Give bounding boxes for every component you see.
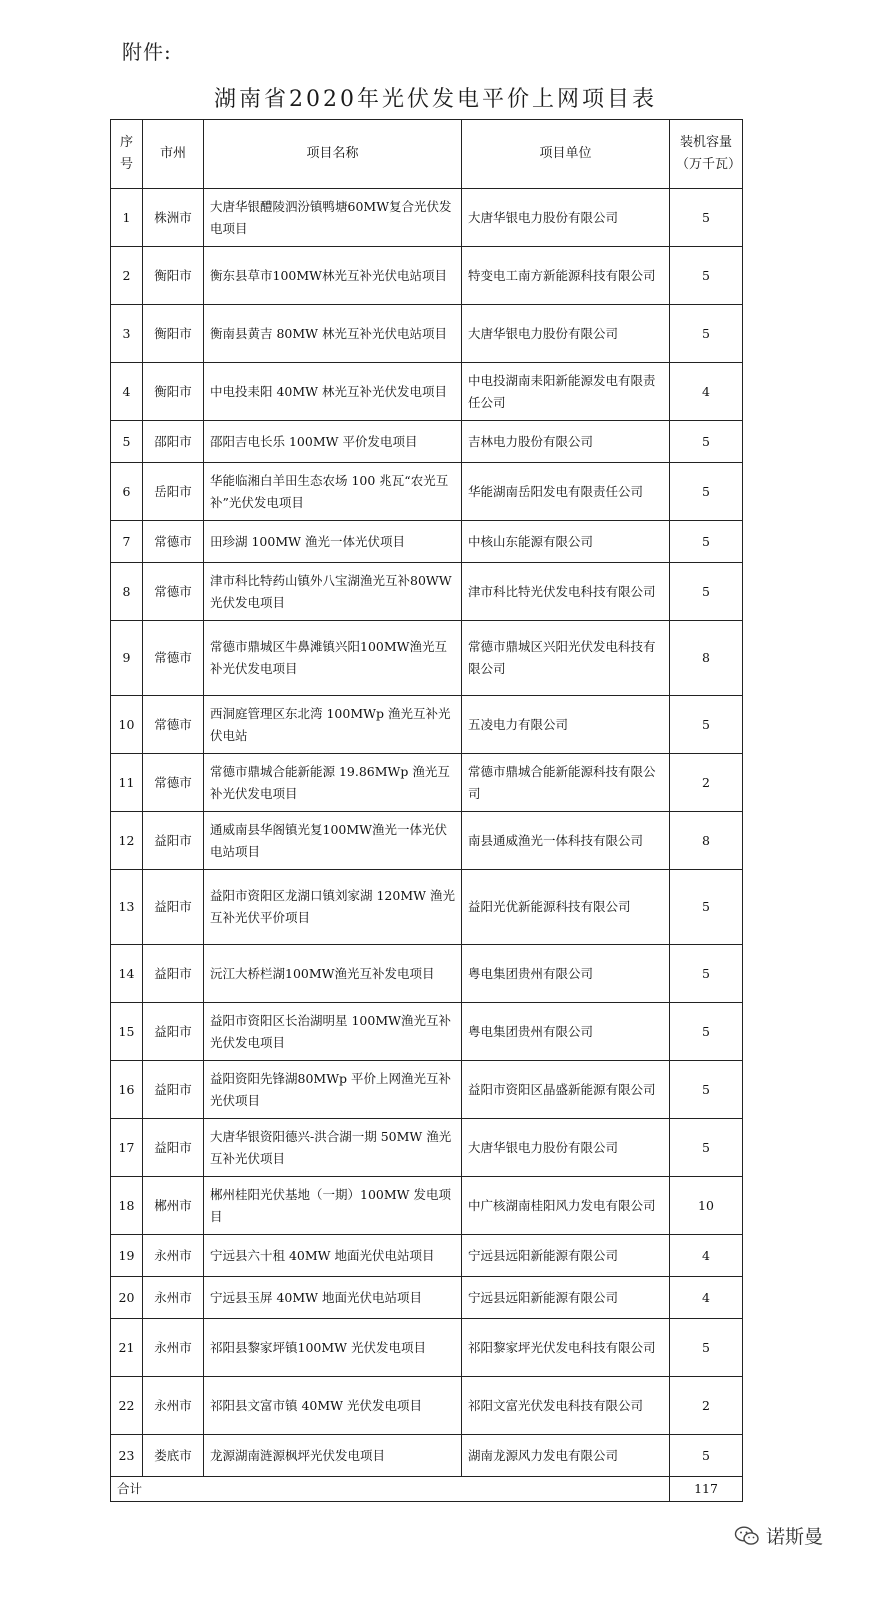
cell-no: 10 [111,696,143,754]
cell-no: 18 [111,1177,143,1235]
cell-capacity: 5 [670,305,743,363]
cell-project-name: 津市科比特药山镇外八宝湖渔光互补80WW 光伏发电项目 [204,563,462,621]
cell-project-name: 郴州桂阳光伏基地（一期）100MW 发电项目 [204,1177,462,1235]
table-row [111,1277,743,1319]
cell-project-unit: 湖南龙源风力发电有限公司 [462,1435,670,1477]
cell-capacity: 5 [670,1119,743,1177]
cell-project-name: 邵阳吉电长乐 100MW 平价发电项目 [204,421,462,463]
table-row [111,1003,743,1061]
cell-city: 衡阳市 [143,247,204,305]
cell-city: 常德市 [143,754,204,812]
table-row [111,1319,743,1377]
table-header-row [111,120,743,189]
cell-no: 8 [111,563,143,621]
cell-city: 郴州市 [143,1177,204,1235]
cell-capacity: 5 [670,945,743,1003]
cell-project-unit: 吉林电力股份有限公司 [462,421,670,463]
table-row [111,754,743,812]
cell-project-name: 宁远县六十租 40MW 地面光伏电站项目 [204,1235,462,1277]
cell-no: 5 [111,421,143,463]
cell-project-unit: 中核山东能源有限公司 [462,521,670,563]
cell-capacity: 2 [670,754,743,812]
cell-project-name: 大唐华银资阳德兴-洪合湖一期 50MW 渔光互补光伏项目 [204,1119,462,1177]
header-no: 序号 [111,120,143,189]
cell-city: 邵阳市 [143,421,204,463]
cell-city: 常德市 [143,521,204,563]
table-row [111,563,743,621]
cell-capacity: 5 [670,189,743,247]
table-row [111,1435,743,1477]
cell-capacity: 5 [670,563,743,621]
cell-project-unit: 常德市鼎城合能新能源科技有限公司 [462,754,670,812]
table-row [111,1061,743,1119]
table-row [111,1177,743,1235]
cell-project-name: 益阳市资阳区龙湖口镇刘家湖 120MW 渔光互补光伏平价项目 [204,870,462,945]
watermark-text: 诺斯曼 [765,1526,823,1548]
cell-no: 15 [111,1003,143,1061]
total-capacity: 117 [670,1477,743,1502]
cell-city: 衡阳市 [143,305,204,363]
cell-no: 6 [111,463,143,521]
cell-city: 永州市 [143,1235,204,1277]
cell-no: 4 [111,363,143,421]
cell-city: 永州市 [143,1319,204,1377]
header-unit: 项目单位 [462,120,670,189]
total-row [111,1477,743,1502]
cell-project-unit: 祁阳文富光伏发电科技有限公司 [462,1377,670,1435]
cell-capacity: 2 [670,1377,743,1435]
cell-city: 益阳市 [143,1003,204,1061]
cell-project-name: 常德市鼎城区牛鼻滩镇兴阳100MW渔光互补光伏发电项目 [204,621,462,696]
cell-project-name: 华能临湘白羊田生态农场 100 兆瓦“农光互补”光伏发电项目 [204,463,462,521]
cell-project-unit: 常德市鼎城区兴阳光伏发电科技有限公司 [462,621,670,696]
cell-no: 1 [111,189,143,247]
cell-project-name: 沅江大桥栏湖100MW渔光互补发电项目 [204,945,462,1003]
project-table [110,119,743,1502]
watermark [734,1522,823,1549]
header-capacity: 装机容量（万千瓦） [670,120,743,189]
cell-capacity: 5 [670,521,743,563]
cell-project-unit: 五凌电力有限公司 [462,696,670,754]
cell-no: 14 [111,945,143,1003]
cell-capacity: 10 [670,1177,743,1235]
cell-project-unit: 南县通威渔光一体科技有限公司 [462,812,670,870]
total-label: 合计 [111,1477,670,1502]
cell-city: 益阳市 [143,1061,204,1119]
cell-project-name: 中电投耒阳 40MW 林光互补光伏发电项目 [204,363,462,421]
cell-project-name: 益阳资阳先锋湖80MWp 平价上网渔光互补光伏项目 [204,1061,462,1119]
cell-project-name: 衡东县草市100MW林光互补光伏电站项目 [204,247,462,305]
cell-city: 常德市 [143,696,204,754]
cell-city: 永州市 [143,1277,204,1319]
cell-project-unit: 粤电集团贵州有限公司 [462,945,670,1003]
table-row [111,1119,743,1177]
cell-project-name: 通威南县华阁镇光复100MW渔光一体光伏电站项目 [204,812,462,870]
cell-capacity: 5 [670,870,743,945]
cell-project-unit: 宁远县远阳新能源有限公司 [462,1235,670,1277]
header-city: 市州 [143,120,204,189]
cell-no: 22 [111,1377,143,1435]
cell-project-unit: 大唐华银电力股份有限公司 [462,1119,670,1177]
cell-project-name: 常德市鼎城合能新能源 19.86MWp 渔光互补光伏发电项目 [204,754,462,812]
table-row [111,247,743,305]
cell-project-name: 田珍湖 100MW 渔光一体光伏项目 [204,521,462,563]
table-row [111,945,743,1003]
wechat-icon [734,1526,760,1546]
table-row [111,621,743,696]
cell-no: 12 [111,812,143,870]
cell-no: 16 [111,1061,143,1119]
attachment-label: 附件: [122,40,172,64]
cell-project-unit: 中广核湖南桂阳风力发电有限公司 [462,1177,670,1235]
table-row [111,696,743,754]
table-row [111,363,743,421]
cell-capacity: 8 [670,621,743,696]
cell-no: 13 [111,870,143,945]
cell-city: 株洲市 [143,189,204,247]
cell-capacity: 5 [670,1435,743,1477]
table-row [111,812,743,870]
cell-no: 23 [111,1435,143,1477]
cell-city: 永州市 [143,1377,204,1435]
cell-project-name: 宁远县玉屏 40MW 地面光伏电站项目 [204,1277,462,1319]
cell-city: 岳阳市 [143,463,204,521]
cell-no: 21 [111,1319,143,1377]
cell-city: 常德市 [143,621,204,696]
cell-city: 益阳市 [143,812,204,870]
cell-no: 7 [111,521,143,563]
table-row [111,189,743,247]
cell-capacity: 8 [670,812,743,870]
table-row [111,870,743,945]
table-row [111,305,743,363]
cell-project-unit: 益阳市资阳区晶盛新能源有限公司 [462,1061,670,1119]
table-row [111,463,743,521]
cell-project-name: 大唐华银醴陵泗汾镇鸭塘60MW复合光伏发电项目 [204,189,462,247]
cell-capacity: 5 [670,247,743,305]
table-row [111,1377,743,1435]
cell-no: 3 [111,305,143,363]
cell-capacity: 4 [670,363,743,421]
cell-project-unit: 大唐华银电力股份有限公司 [462,305,670,363]
table-row [111,421,743,463]
cell-project-name: 衡南县黄吉 80MW 林光互补光伏电站项目 [204,305,462,363]
cell-city: 益阳市 [143,945,204,1003]
cell-project-unit: 祁阳黎家坪光伏发电科技有限公司 [462,1319,670,1377]
cell-capacity: 4 [670,1277,743,1319]
cell-project-name: 祁阳县黎家坪镇100MW 光伏发电项目 [204,1319,462,1377]
cell-project-unit: 大唐华银电力股份有限公司 [462,189,670,247]
cell-no: 19 [111,1235,143,1277]
table-row [111,521,743,563]
cell-capacity: 5 [670,1003,743,1061]
cell-no: 17 [111,1119,143,1177]
cell-capacity: 5 [670,1061,743,1119]
cell-capacity: 5 [670,463,743,521]
cell-project-unit: 特变电工南方新能源科技有限公司 [462,247,670,305]
cell-project-name: 龙源湖南涟源枫坪光伏发电项目 [204,1435,462,1477]
cell-city: 益阳市 [143,1119,204,1177]
header-name: 项目名称 [204,120,462,189]
cell-project-name: 益阳市资阳区长治湖明星 100MW渔光互补光伏发电项目 [204,1003,462,1061]
cell-no: 9 [111,621,143,696]
cell-no: 2 [111,247,143,305]
cell-capacity: 5 [670,1319,743,1377]
table-row [111,1235,743,1277]
document-title: 湖南省2020年光伏发电平价上网项目表 [214,87,657,112]
cell-city: 娄底市 [143,1435,204,1477]
cell-project-unit: 粤电集团贵州有限公司 [462,1003,670,1061]
cell-project-unit: 中电投湖南耒阳新能源发电有限责任公司 [462,363,670,421]
cell-project-unit: 益阳光优新能源科技有限公司 [462,870,670,945]
cell-city: 常德市 [143,563,204,621]
cell-project-unit: 津市科比特光伏发电科技有限公司 [462,563,670,621]
cell-no: 11 [111,754,143,812]
cell-city: 益阳市 [143,870,204,945]
cell-project-name: 西洞庭管理区东北湾 100MWp 渔光互补光伏电站 [204,696,462,754]
cell-project-unit: 宁远县远阳新能源有限公司 [462,1277,670,1319]
cell-capacity: 5 [670,421,743,463]
cell-no: 20 [111,1277,143,1319]
cell-project-unit: 华能湖南岳阳发电有限责任公司 [462,463,670,521]
cell-capacity: 5 [670,696,743,754]
cell-city: 衡阳市 [143,363,204,421]
cell-capacity: 4 [670,1235,743,1277]
cell-project-name: 祁阳县文富市镇 40MW 光伏发电项目 [204,1377,462,1435]
